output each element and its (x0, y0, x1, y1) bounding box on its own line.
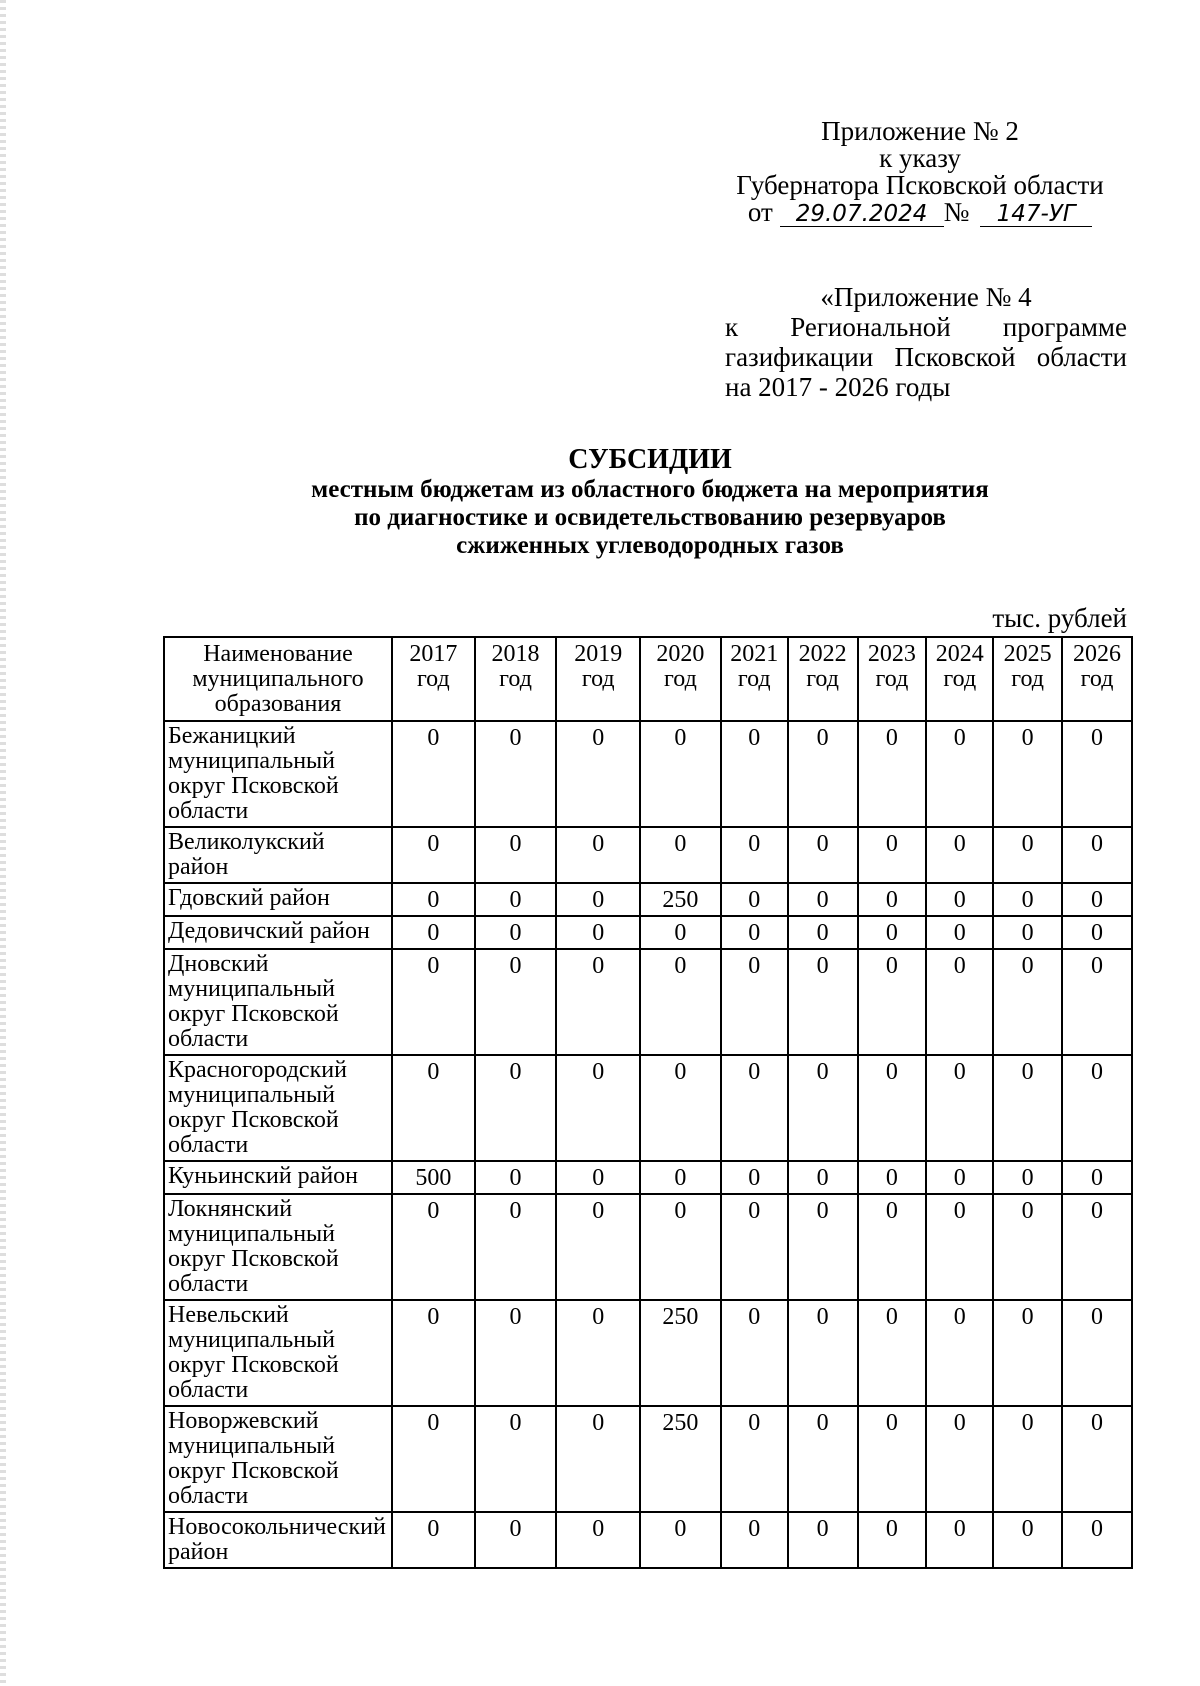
subsidy-value: 0 (1062, 916, 1132, 949)
subsidy-value: 0 (858, 1161, 927, 1194)
subsidy-value: 0 (392, 721, 475, 827)
subsidy-value: 0 (1062, 1194, 1132, 1300)
subsidy-value: 0 (721, 1300, 788, 1406)
subsidy-value: 0 (475, 721, 557, 827)
appendix-header (700, 118, 1140, 227)
subsidy-value: 0 (788, 883, 858, 916)
subsidy-value: 0 (556, 1194, 640, 1300)
decree-date-line (700, 199, 1140, 227)
subsidy-value: 0 (556, 1512, 640, 1568)
column-header: 2022 год (788, 637, 858, 721)
subsidy-value: 0 (392, 827, 475, 883)
subsidy-value: 0 (1062, 721, 1132, 827)
municipality-name: Красногородский муниципальный округ Псковской области (164, 1055, 392, 1161)
date-prefix: от (747, 197, 773, 227)
subsidy-value: 0 (993, 949, 1062, 1055)
subsidy-value: 0 (858, 1512, 927, 1568)
subsidy-value: 0 (926, 916, 993, 949)
table-row (164, 1194, 1132, 1300)
subsidy-value: 250 (640, 1406, 721, 1512)
column-header: 2026 год (1062, 637, 1132, 721)
table-row (164, 883, 1132, 916)
number-sign: № (943, 197, 970, 227)
subsidy-value: 0 (926, 1512, 993, 1568)
subsidy-value: 0 (556, 1161, 640, 1194)
document-title (150, 444, 1150, 560)
municipality-name: Локнянский муниципальный округ Псковской области (164, 1194, 392, 1300)
subsidy-value: 0 (392, 1300, 475, 1406)
subsidy-value: 0 (556, 827, 640, 883)
subsidy-value: 0 (556, 721, 640, 827)
unit-label: тыс. рублей (992, 603, 1127, 633)
subsidy-value: 0 (926, 1406, 993, 1512)
table-row (164, 827, 1132, 883)
subsidy-value: 0 (721, 916, 788, 949)
subsidy-value: 0 (993, 1055, 1062, 1161)
municipality-name: Новосокольнический район (164, 1512, 392, 1568)
subsidy-value: 0 (788, 1161, 858, 1194)
table-row (164, 721, 1132, 827)
subsidy-value: 0 (721, 1512, 788, 1568)
subsidy-value: 0 (926, 949, 993, 1055)
column-header: 2024 год (926, 637, 993, 721)
handwritten-number: 147-УГ (980, 202, 1092, 227)
subsidy-value: 0 (392, 1194, 475, 1300)
issuer: Губернатора Псковской области (736, 170, 1104, 200)
subsidy-value: 0 (993, 916, 1062, 949)
subsidy-value: 0 (556, 1055, 640, 1161)
subsidy-value: 250 (640, 1300, 721, 1406)
handwritten-date: 29.07.2024 (780, 202, 944, 227)
subsidy-value: 0 (721, 827, 788, 883)
subsidy-value: 0 (392, 883, 475, 916)
subsidy-value: 0 (926, 1055, 993, 1161)
subsidy-value: 250 (640, 883, 721, 916)
subsidy-value: 0 (858, 949, 927, 1055)
municipality-name: Дедовичский район (164, 916, 392, 949)
municipality-name: Гдовский район (164, 883, 392, 916)
subsidy-value: 0 (392, 1055, 475, 1161)
subsidy-value: 0 (475, 1055, 557, 1161)
subsidy-value: 0 (640, 1055, 721, 1161)
subtitle-line: сжиженных углеводородных газов (456, 532, 844, 559)
table-row (164, 1406, 1132, 1512)
subsidy-value: 0 (640, 721, 721, 827)
subsidy-value: 0 (1062, 827, 1132, 883)
subsidy-value: 0 (993, 1161, 1062, 1194)
subsidy-value: 0 (475, 1406, 557, 1512)
subsidy-value: 0 (788, 721, 858, 827)
subsidy-value: 0 (926, 883, 993, 916)
subtitle-line: по диагностике и освидетельствованию резервуаров (354, 504, 946, 531)
subsidy-value: 0 (556, 1300, 640, 1406)
subsidy-value: 0 (926, 1161, 993, 1194)
subsidy-value: 0 (556, 949, 640, 1055)
column-header: 2019 год (556, 637, 640, 721)
table-row (164, 1300, 1132, 1406)
subsidy-value: 0 (475, 1300, 557, 1406)
subsidy-value: 0 (993, 883, 1062, 916)
column-header: 2021 год (721, 637, 788, 721)
title-heading: СУБСИДИИ (568, 444, 732, 475)
subsidy-value: 0 (788, 1300, 858, 1406)
subsidy-value: 0 (640, 1512, 721, 1568)
subsidy-value: 0 (721, 1161, 788, 1194)
subsidy-value: 0 (858, 1300, 927, 1406)
subsidy-value: 0 (788, 916, 858, 949)
municipality-name: Бежаницкий муниципальный округ Псковской области (164, 721, 392, 827)
municipality-name: Великолукский район (164, 827, 392, 883)
program-appendix-line4: на 2017 - 2026 годы (725, 372, 951, 402)
subsidy-value: 0 (475, 916, 557, 949)
subsidy-value: 0 (993, 827, 1062, 883)
appendix-number: Приложение № 2 (821, 116, 1019, 146)
subsidy-value: 0 (858, 1406, 927, 1512)
subsidy-value: 0 (721, 1055, 788, 1161)
subsidy-value: 0 (788, 1512, 858, 1568)
column-header: 2018 год (475, 637, 557, 721)
subsidy-value: 0 (475, 1512, 557, 1568)
subsidy-value: 0 (556, 916, 640, 949)
municipality-name: Новоржевский муниципальный округ Псковской области (164, 1406, 392, 1512)
subsidy-value: 0 (1062, 949, 1132, 1055)
program-appendix-line2: к Региональной программе (725, 312, 1127, 342)
subsidy-value: 0 (475, 1194, 557, 1300)
column-header: Наименование муниципального образования (164, 637, 392, 721)
subsidy-value: 0 (858, 721, 927, 827)
subsidy-value: 0 (993, 1512, 1062, 1568)
subsidy-value: 0 (640, 949, 721, 1055)
subsidy-value: 0 (858, 1194, 927, 1300)
subsidy-value: 0 (640, 916, 721, 949)
subtitle-line: местным бюджетам из областного бюджета на мероприятия (311, 476, 989, 503)
subsidy-value: 0 (392, 1512, 475, 1568)
subsidy-value: 0 (640, 1161, 721, 1194)
to-decree: к указу (879, 143, 961, 173)
subsidy-value: 0 (1062, 1512, 1132, 1568)
table-row (164, 949, 1132, 1055)
subsidy-value: 0 (392, 916, 475, 949)
municipality-name: Невельский муниципальный округ Псковской области (164, 1300, 392, 1406)
subsidy-value: 0 (858, 916, 927, 949)
table-header-row (164, 637, 1132, 721)
scan-edge (0, 0, 6, 1686)
program-appendix (725, 282, 1127, 402)
subsidy-value: 0 (788, 949, 858, 1055)
column-header: 2017 год (392, 637, 475, 721)
subsidy-value: 0 (993, 1300, 1062, 1406)
subsidy-value: 0 (1062, 1161, 1132, 1194)
subsidy-value: 0 (721, 721, 788, 827)
table-row (164, 1161, 1132, 1194)
column-header: 2023 год (858, 637, 927, 721)
column-header: 2020 год (640, 637, 721, 721)
column-header: 2025 год (993, 637, 1062, 721)
subsidy-value: 0 (1062, 1406, 1132, 1512)
subsidy-value: 0 (721, 1406, 788, 1512)
subsidy-value: 0 (556, 883, 640, 916)
subsidy-value: 0 (788, 1194, 858, 1300)
subsidy-value: 0 (392, 949, 475, 1055)
table-row (164, 916, 1132, 949)
subsidy-value: 0 (721, 883, 788, 916)
subsidy-value: 0 (858, 883, 927, 916)
subsidy-value: 0 (858, 1055, 927, 1161)
subsidy-value: 0 (788, 1055, 858, 1161)
subsidy-value: 0 (926, 1300, 993, 1406)
subsidy-value: 0 (640, 827, 721, 883)
program-appendix-line3: газификации Псковской области (725, 342, 1127, 372)
table-row (164, 1055, 1132, 1161)
subsidy-value: 0 (926, 827, 993, 883)
subsidy-value: 0 (392, 1406, 475, 1512)
subsidy-value: 0 (858, 827, 927, 883)
subsidy-value: 0 (1062, 1300, 1132, 1406)
subsidy-value: 0 (1062, 1055, 1132, 1161)
municipality-name: Дновский муниципальный округ Псковской области (164, 949, 392, 1055)
subsidy-value: 0 (993, 1406, 1062, 1512)
subsidy-value: 0 (475, 883, 557, 916)
municipality-name: Куньинский район (164, 1161, 392, 1194)
subsidy-value: 0 (993, 721, 1062, 827)
subsidy-value: 0 (640, 1194, 721, 1300)
subsidy-value: 0 (475, 827, 557, 883)
subsidy-value: 500 (392, 1161, 475, 1194)
subsidy-value: 0 (993, 1194, 1062, 1300)
subsidy-value: 0 (556, 1406, 640, 1512)
table-row (164, 1512, 1132, 1568)
subsidy-value: 0 (475, 1161, 557, 1194)
subsidy-value: 0 (475, 949, 557, 1055)
subsidies-table (163, 636, 1133, 1569)
subsidy-value: 0 (926, 721, 993, 827)
subsidy-value: 0 (788, 1406, 858, 1512)
subsidy-value: 0 (1062, 883, 1132, 916)
subsidy-value: 0 (721, 1194, 788, 1300)
subsidy-value: 0 (721, 949, 788, 1055)
program-appendix-line1: «Приложение № 4 (820, 282, 1032, 312)
subsidy-value: 0 (788, 827, 858, 883)
subsidy-value: 0 (926, 1194, 993, 1300)
